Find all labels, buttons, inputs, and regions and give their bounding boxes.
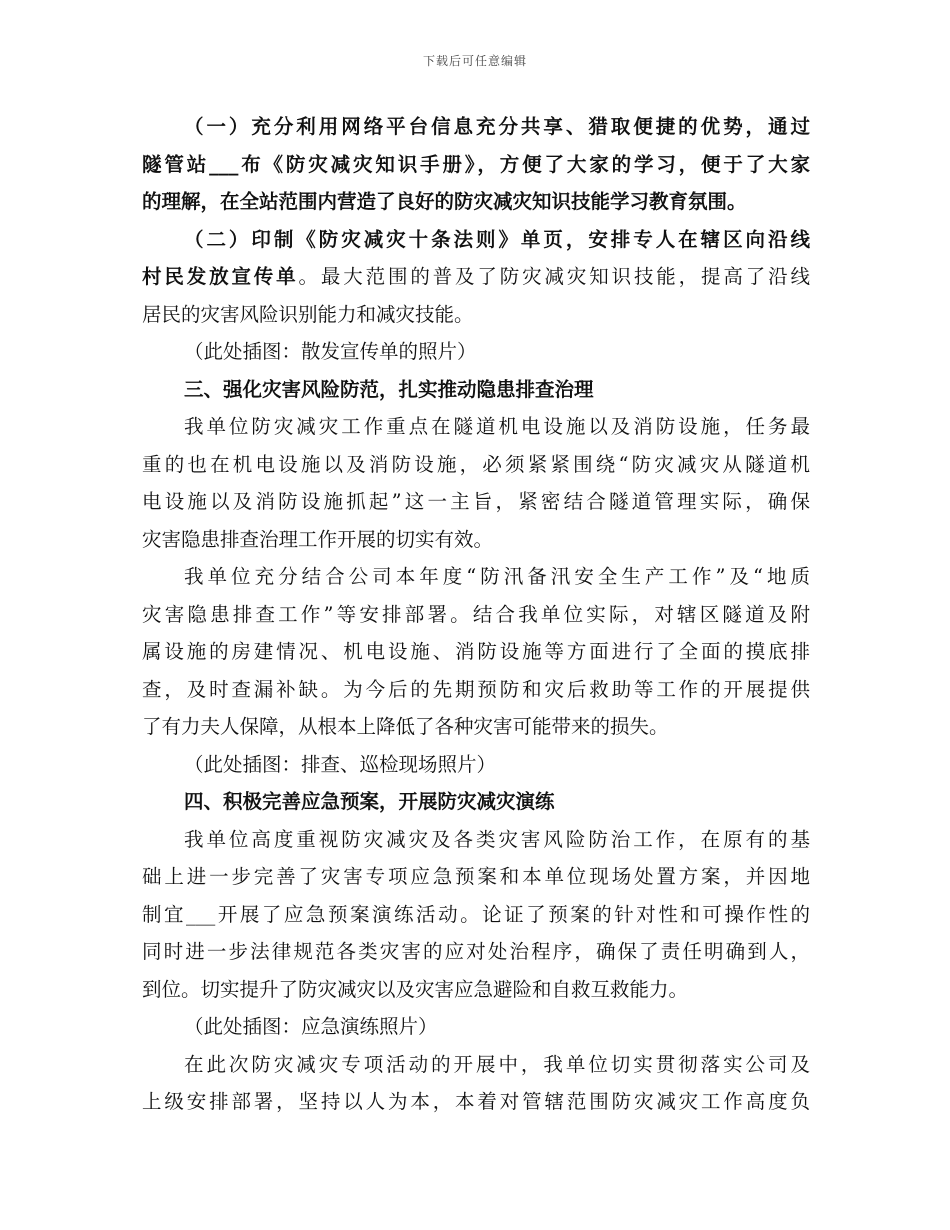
paragraph-line: 了有力夫人保障，从根本上降低了各种灾害可能带来的损失。 [142, 715, 669, 738]
paragraph-line: （二）印制《防灾减灾十条法则》单页，安排专人在辖区向沿线 [184, 227, 810, 251]
paragraph-line: 灾害隐患排查治理工作开展的切实有效。 [142, 527, 494, 551]
document-body [142, 108, 810, 1121]
paragraph-line: 础上进一步完善了灾害专项应急预案和本单位现场处置方案，并因地 [142, 865, 810, 888]
paragraph-line: 我单位充分结合公司本年度“防汛备汛安全生产工作”及“地质 [184, 565, 810, 588]
paragraph-line: 隧管站___布《防灾减灾知识手册》，方便了大家的学习，便于了大家 [142, 152, 810, 176]
paragraph-line: 到位。切实提升了防灾减灾以及灾害应急避险和自救互救能力。 [142, 977, 689, 1001]
image-placeholder-note: （此处插图：应急演练照片） [184, 1015, 438, 1038]
paragraph-line: 制宜___开展了应急预案演练活动。论证了预案的针对性和可操作性的 [142, 902, 810, 926]
section-heading: 三、强化灾害风险防范，扎实推动隐患排查治理 [184, 377, 594, 401]
paragraph-line: 属设施的房建情况、机电设施、消防设施等方面进行了全面的摸底排 [142, 640, 810, 663]
paragraph-line-mixed [142, 258, 810, 296]
image-placeholder-note: （此处插图：排查、巡检现场照片） [184, 752, 497, 776]
paragraph-line: 我单位防灾减灾工作重点在隧道机电设施以及消防设施，任务最 [184, 415, 810, 438]
paragraph-line: 在此次防灾减灾专项活动的开展中，我单位切实贯彻落实公司及 [184, 1052, 810, 1076]
page-header: 下载后可任意编辑 [422, 54, 527, 68]
paragraph-line: 上级安排部署，坚持以人为本，本着对管辖范围防灾减灾工作高度负 [142, 1090, 810, 1113]
paragraph-line: 电设施以及消防设施抓起”这一主旨，紧密结合隧道管理实际，确保 [142, 490, 810, 513]
paragraph-line: 居民的灾害风险识别能力和减灾技能。 [142, 302, 474, 326]
section-heading: 四、积极完善应急预案，开展防灾减灾演练 [184, 790, 555, 813]
paragraph-line: 的理解，在全站范围内营造了良好的防灾减灾知识技能学习教育氛围。 [142, 190, 747, 213]
paragraph-line: 重的也在机电设施以及消防设施，必须紧紧围绕“防灾减灾从隧道机 [142, 452, 810, 476]
image-placeholder-note: （此处插图：散发宣传单的照片） [184, 340, 477, 363]
bold-text: 村民发放宣传单 [142, 265, 299, 288]
paragraph-line: 查，及时查漏补缺。为今后的先期预防和灾后救助等工作的开展提供 [142, 677, 810, 701]
paragraph-line: 同时进一步法律规范各类灾害的应对处治程序，确保了责任明确到人， [142, 940, 810, 963]
paragraph-line: 我单位高度重视防灾减灾及各类灾害风险防治工作，在原有的基 [184, 827, 810, 851]
normal-text: 。最大范围的普及了防灾减灾知识技能，提高了沿线 [298, 265, 810, 288]
paragraph-line: （一）充分利用网络平台信息充分共享、猎取便捷的优势，通过 [184, 115, 810, 138]
paragraph-line: 灾害隐患排查工作”等安排部署。结合我单位实际，对辖区隧道及附 [142, 602, 810, 626]
